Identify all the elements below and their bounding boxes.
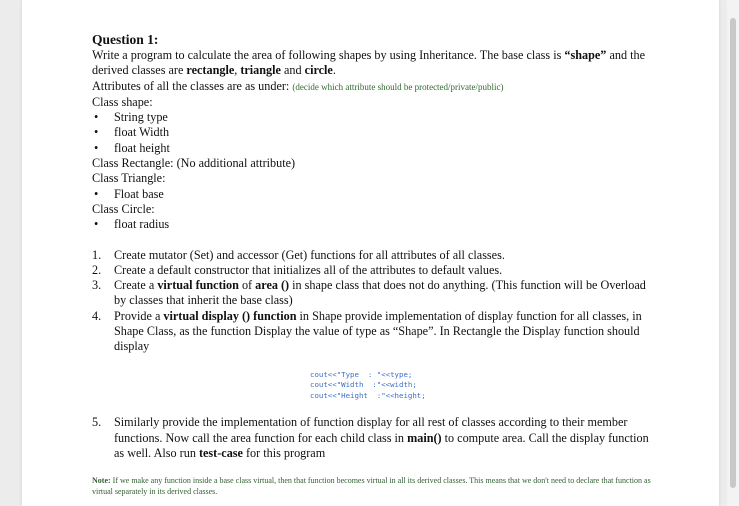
derived-triangle: triangle [240,63,281,78]
code-line: cout<<"Type : "<<type; [310,369,413,379]
note-paragraph: Note: If we make any function inside a base class virtual, then that function becomes virtual in all its derived classes. This means that we don't need to declare that function as virtual separately in its derived classes. [92,476,651,497]
derived-rectangle: rectangle [186,63,235,78]
circle-attribute-list [92,217,652,232]
assignment-content [92,31,652,497]
task-item-4: 4. Provide a virtual display () function in Shape provide implementation of display function for all classes, in Shape Class, as the function Display the value of type as “Shape”. In Rectangle the Display function should display [92,308,642,354]
code-line: cout<<"Width :"<<width; [310,380,417,390]
class-rectangle-title: Class Rectangle: (No additional attribute) [92,156,296,171]
shape-attribute-list [92,110,652,156]
derived-circle: circle [304,63,333,78]
task-item-5: 5. Similarly provide the implementation of function display for all rest of classes according to their member functions. Now call the area function for each child class in main() to compute area. Call the display function as well. Also run test-case for this program [92,415,649,461]
list-item: • float radius [92,217,652,232]
intro-paragraph: Write a program to calculate the area of following shapes by using Inheritance. The base class is “shape” and the derived classes are rectangle, triangle and circle. [92,48,645,78]
document-page [22,0,719,506]
question-title: Question 1: [92,32,159,47]
attributes-hint: (decide which attribute should be protected/private/public) [292,81,504,92]
code-line: cout<<"Height :"<<height; [310,390,426,400]
task-number: 2. [92,262,102,277]
task-list-continued [92,415,652,461]
task-item-2: 2. Create a default constructor that initializes all of the attributes to default values. [92,262,503,277]
list-item: • Float base [92,187,652,202]
triangle-attribute-list [92,187,652,202]
list-item: • float Width [92,125,652,140]
scrollbar-thumb[interactable] [730,18,736,488]
base-class-name: “shape” [564,48,607,62]
class-triangle-title: Class Triangle: [92,171,166,186]
task-number: 3. [92,278,102,293]
task-item-1: 1. Create mutator (Set) and accessor (Get) functions for all attributes of all classes. [92,247,505,262]
list-item: • float height [92,141,652,156]
class-shape-title: Class shape: [92,94,153,109]
section-spacer [92,233,652,248]
vertical-scrollbar[interactable] [727,0,739,506]
note-label: Note: [92,476,111,486]
task-item-3: 3. Create a virtual function of area () in shape class that does not do anything. (This function will be Overload by classes that inherit the base class) [92,278,646,308]
task-number: 5. [92,415,102,430]
task-number: 4. [92,308,102,323]
task-number: 1. [92,247,102,262]
task-list [92,248,652,355]
class-circle-title: Class Circle: [92,201,155,216]
attributes-line: Attributes of all the classes are as under: (decide which attribute should be protected/private/public) [92,78,504,93]
code-snippet [310,370,652,402]
list-item: • String type [92,110,652,125]
